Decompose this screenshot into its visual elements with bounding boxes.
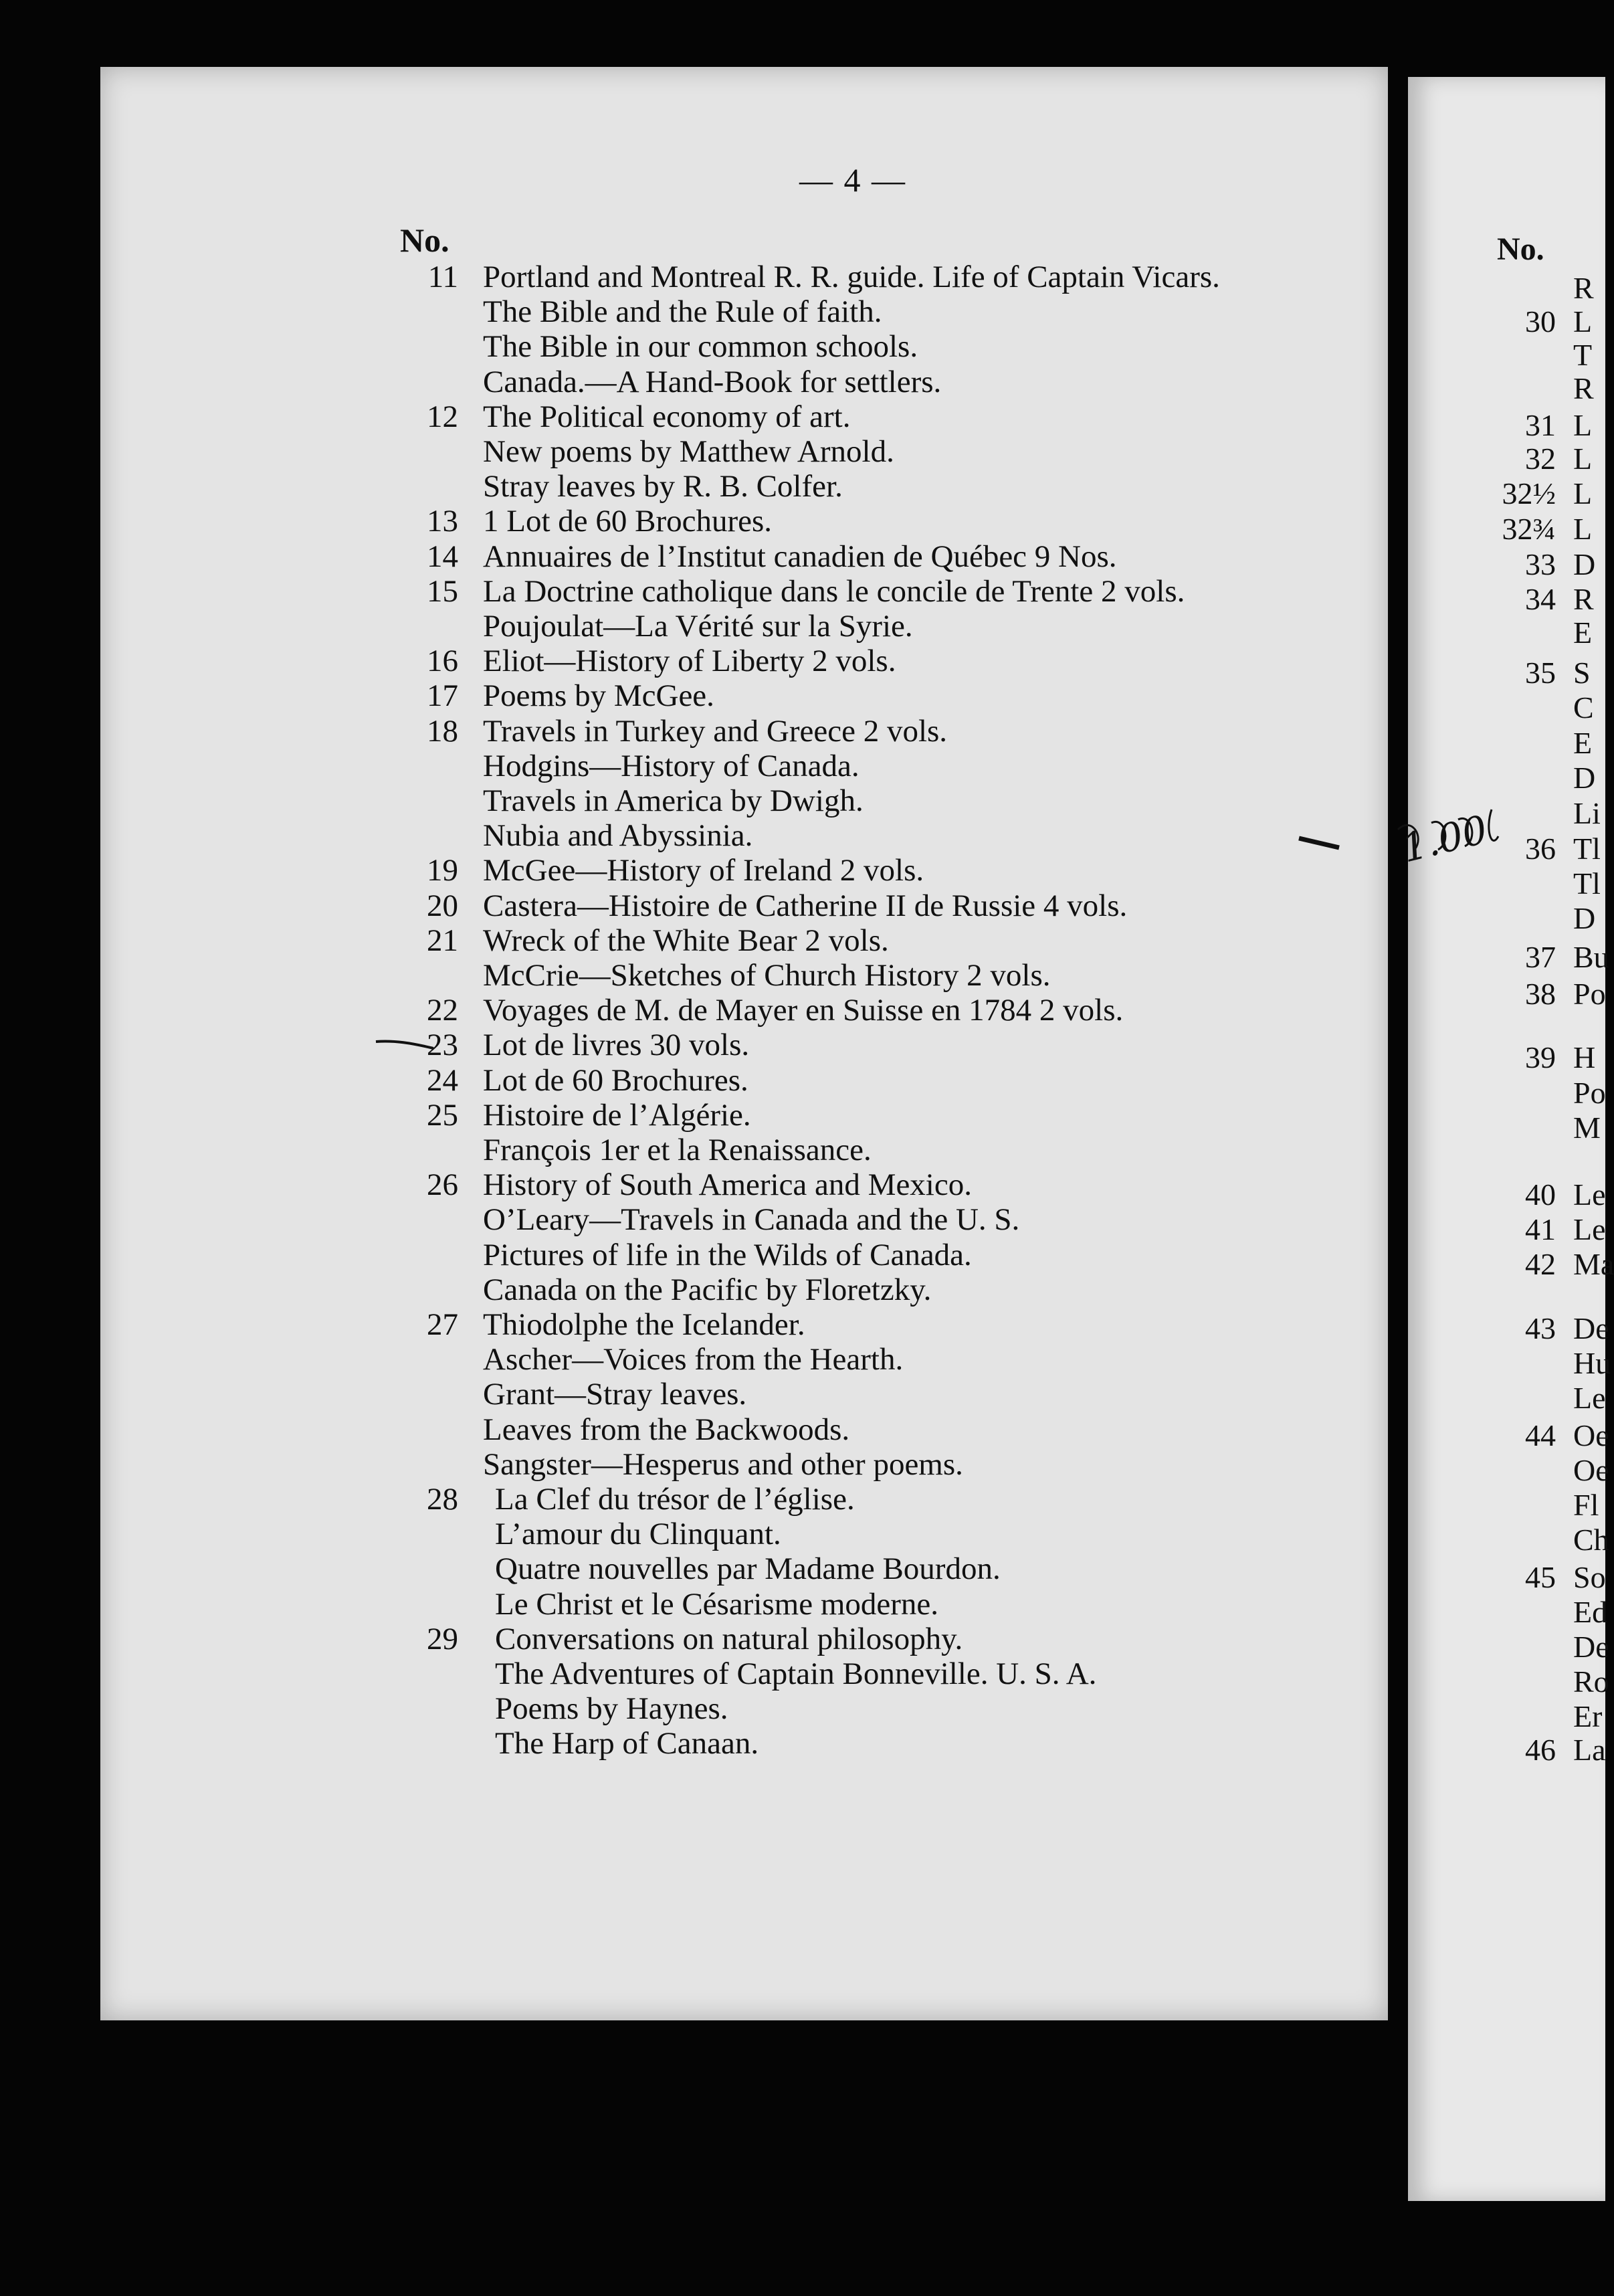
lot-entry-line: La Doctrine catholique dans le concile de Trente 2 vols. — [483, 573, 1185, 609]
right-lot-entry-fragment: R — [1573, 271, 1594, 305]
lot-number: 20 — [427, 888, 458, 923]
lot-entry-line: O’Leary—Travels in Canada and the U. S. — [483, 1202, 1020, 1238]
right-lot-number: 35 — [1525, 656, 1556, 690]
lot-entry-line: The Political economy of art. — [483, 399, 851, 434]
lot-number: 15 — [427, 573, 458, 609]
right-lot-entry-fragment: L — [1573, 408, 1593, 442]
lot-number: 16 — [427, 644, 458, 679]
right-lot-entry-fragment: Po — [1573, 1076, 1606, 1110]
right-lot-entry-fragment: Le — [1573, 1381, 1606, 1415]
right-lot-entry-fragment: Ro — [1573, 1664, 1609, 1699]
right-lot-entry-fragment: R — [1573, 371, 1594, 405]
right-lot-entry-fragment: D — [1573, 901, 1596, 935]
right-lot-entry-fragment: Ma — [1573, 1247, 1614, 1281]
lot-entry-line: The Harp of Canaan. — [495, 1726, 759, 1761]
right-lot-number: 34 — [1525, 582, 1556, 616]
right-lot-number: 31 — [1525, 408, 1556, 442]
lot-number: 29 — [427, 1621, 458, 1656]
right-lot-number: 30 — [1525, 304, 1556, 339]
lot-number: 19 — [427, 853, 458, 888]
lot-entry-line: Portland and Montreal R. R. guide. Life of Captain Vicars. — [483, 260, 1220, 294]
lot-entry-line: Canada.—A Hand-Book for settlers. — [483, 364, 942, 399]
lot-entry-line: History of South America and Mexico. — [483, 1167, 972, 1203]
lot-entry-line: François 1er et la Renaissance. — [483, 1133, 872, 1167]
lot-entry-line: Travels in Turkey and Greece 2 vols. — [483, 713, 948, 749]
right-lot-entry-fragment: E — [1573, 726, 1593, 760]
lot-entry-line: L’amour du Clinquant. — [495, 1517, 781, 1552]
lot-entry-line: Ascher—Voices from the Hearth. — [483, 1342, 904, 1377]
lot-entry-line: Hodgins—History of Canada. — [483, 748, 860, 783]
lot-entry-line: Poems by McGee. — [483, 678, 714, 714]
right-lot-entry-fragment: De — [1573, 1311, 1609, 1345]
right-lot-entry-fragment: H — [1573, 1040, 1596, 1074]
right-lot-entry-fragment: So — [1573, 1560, 1606, 1594]
lot-number: 14 — [427, 539, 458, 574]
right-lot-entry-fragment: C — [1573, 690, 1594, 725]
lot-entry-line: Pictures of life in the Wilds of Canada. — [483, 1237, 972, 1272]
lot-entry-line: Poems by Haynes. — [495, 1691, 728, 1727]
lot-entry-line: Wreck of the White Bear 2 vols. — [483, 923, 889, 958]
lot-entry-line: Histoire de l’Algérie. — [483, 1097, 751, 1133]
lot-entry-line: Nubia and Abyssinia. — [483, 818, 753, 854]
right-lot-entry-fragment: L — [1573, 304, 1593, 339]
right-lot-entry-fragment: La — [1573, 1733, 1606, 1767]
right-lot-entry-fragment: Bu — [1573, 940, 1609, 974]
right-lot-number: 32½ — [1502, 476, 1556, 510]
lot-number: 12 — [427, 399, 458, 434]
lot-entry-line: 1 Lot de 60 Brochures. — [483, 504, 773, 539]
right-lot-entry-fragment: Li — [1573, 796, 1601, 830]
right-lot-entry-fragment: Fl — [1573, 1488, 1599, 1522]
lot-number: 23 — [427, 1028, 458, 1063]
lot-number: 22 — [427, 993, 458, 1028]
lot-number: 17 — [427, 678, 458, 714]
right-lot-entry-fragment: Oe — [1573, 1453, 1609, 1487]
lot-entry-line: The Adventures of Captain Bonneville. U. S. A. — [495, 1656, 1097, 1691]
lot-entry-line: Grant—Stray leaves. — [483, 1377, 747, 1412]
margin-dash-mark — [375, 1034, 435, 1054]
lot-entry-line: Stray leaves by R. B. Colfer. — [483, 469, 843, 504]
right-lot-number: 37 — [1525, 940, 1556, 974]
lot-entry-line: Annuaires de l’Institut canadien de Québec 9 Nos. — [483, 539, 1117, 574]
lot-entry-line: La Clef du trésor de l’église. — [495, 1482, 855, 1517]
lot-number: 18 — [427, 713, 458, 749]
lot-entry-line: New poems by Matthew Arnold. — [483, 434, 894, 469]
lot-number: 27 — [427, 1307, 458, 1342]
right-lot-number: 44 — [1525, 1418, 1556, 1452]
lot-number: 21 — [427, 923, 458, 958]
right-lot-number: 39 — [1525, 1040, 1556, 1074]
right-lot-number: 40 — [1525, 1177, 1556, 1212]
lot-entry-line: Voyages de M. de Mayer en Suisse en 1784 2 vols. — [483, 993, 1124, 1028]
lot-entry-line: Le Christ et le Césarisme moderne. — [495, 1586, 939, 1622]
right-number-column-header: No. — [1497, 231, 1544, 267]
lot-entry-line: Travels in America by Dwigh. — [483, 783, 864, 818]
right-lot-entry-fragment: Tl — [1573, 866, 1601, 900]
right-lot-entry-fragment: L — [1573, 442, 1593, 476]
lot-entry-line: Castera—Histoire de Catherine II de Russie 4 vols. — [483, 888, 1128, 923]
right-lot-entry-fragment: Po — [1573, 977, 1606, 1011]
right-lot-entry-fragment: T — [1573, 338, 1593, 372]
right-lot-entry-fragment: Ch — [1573, 1523, 1609, 1557]
lot-number: 11 — [427, 260, 458, 294]
right-lot-entry-fragment: Le — [1573, 1177, 1606, 1212]
right-lot-entry-fragment: Hu — [1573, 1346, 1611, 1380]
lot-entry-line: Lot de livres 30 vols. — [483, 1028, 750, 1063]
right-lot-entry-fragment: R — [1573, 582, 1594, 616]
right-lot-entry-fragment: Er — [1573, 1699, 1603, 1733]
lot-entry-line: Sangster—Hesperus and other poems. — [483, 1446, 963, 1482]
number-column-header: No. — [400, 221, 449, 259]
lot-number: 28 — [427, 1482, 458, 1517]
lot-entry-line: Lot de 60 Brochures. — [483, 1062, 748, 1098]
right-lot-entry-fragment: Tl — [1573, 832, 1601, 866]
right-lot-number: 32 — [1525, 442, 1556, 476]
lot-number: 26 — [427, 1167, 458, 1203]
lot-entry-line: Thiodolphe the Icelander. — [483, 1307, 805, 1342]
lot-entry-line: Quatre nouvelles par Madame Bourdon. — [495, 1551, 1001, 1587]
lot-entry-line: McGee—History of Ireland 2 vols. — [483, 853, 924, 888]
right-lot-entry-fragment: Ed — [1573, 1595, 1608, 1629]
lot-entry-line: The Bible in our common schools. — [483, 329, 918, 365]
right-lot-number: 38 — [1525, 977, 1556, 1011]
lot-entry-line: The Bible and the Rule of faith. — [483, 294, 882, 330]
lot-entry-line: Poujoulat—La Vérité sur la Syrie. — [483, 609, 913, 644]
page-number: — 4 — — [799, 161, 906, 199]
lot-entry-line: Conversations on natural philosophy. — [495, 1621, 963, 1656]
right-lot-entry-fragment: L — [1573, 512, 1593, 546]
right-lot-entry-fragment: E — [1573, 615, 1593, 650]
lot-number: 24 — [427, 1062, 458, 1098]
right-lot-entry-fragment: S — [1573, 656, 1591, 690]
right-lot-number: 41 — [1525, 1212, 1556, 1246]
right-lot-number: 33 — [1525, 547, 1556, 581]
right-lot-entry-fragment: M — [1573, 1111, 1601, 1145]
lot-entry-line: Canada on the Pacific by Floretzky. — [483, 1272, 932, 1307]
right-lot-entry-fragment: De — [1573, 1630, 1609, 1664]
right-lot-number: 45 — [1525, 1560, 1556, 1594]
right-lot-entry-fragment: L — [1573, 476, 1593, 510]
right-lot-entry-fragment: Le — [1573, 1212, 1606, 1246]
right-lot-number: 36 — [1525, 832, 1556, 866]
lot-number: 13 — [427, 504, 458, 539]
right-lot-entry-fragment: D — [1573, 547, 1596, 581]
lot-entry-line: Leaves from the Backwoods. — [483, 1412, 850, 1447]
handwritten-price-note: 1.00 — [1397, 806, 1492, 872]
right-lot-entry-fragment: D — [1573, 761, 1596, 795]
right-lot-number: 32¾ — [1502, 512, 1556, 546]
margin-dash-mark-right — [1298, 833, 1344, 853]
lot-entry-line: Eliot—History of Liberty 2 vols. — [483, 644, 896, 679]
lot-number: 25 — [427, 1097, 458, 1133]
right-lot-number: 43 — [1525, 1311, 1556, 1345]
right-lot-entry-fragment: Oe — [1573, 1418, 1609, 1452]
right-lot-number: 46 — [1525, 1733, 1556, 1767]
lot-entry-line: McCrie—Sketches of Church History 2 vols. — [483, 958, 1051, 993]
right-lot-number: 42 — [1525, 1247, 1556, 1281]
